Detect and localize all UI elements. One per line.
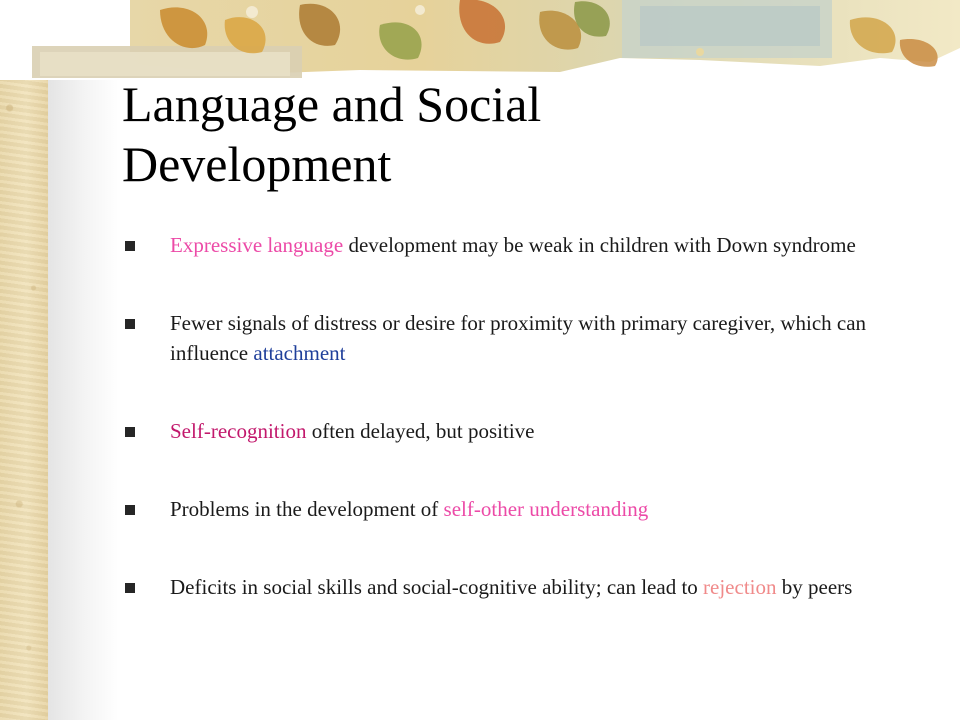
bullet-text: Problems in the development of xyxy=(170,497,444,521)
highlight-text: rejection xyxy=(703,575,777,599)
highlight-text: Expressive language xyxy=(170,233,344,257)
bullet-text: Deficits in social skills and social-cognitive ability; can lead to xyxy=(170,575,704,599)
shade-band xyxy=(48,0,118,720)
highlight-text: attachment xyxy=(253,341,346,365)
square-bullet-icon xyxy=(125,427,135,437)
square-bullet-icon xyxy=(125,241,135,251)
bullet-item xyxy=(122,416,882,446)
bullet-item xyxy=(122,572,882,602)
bullet-item xyxy=(122,230,882,260)
square-bullet-icon xyxy=(125,505,135,515)
parchment-strip xyxy=(0,0,48,720)
bullet-list xyxy=(122,230,882,650)
bullet-text: by peers xyxy=(776,575,853,599)
slide-title: Language and Social Development xyxy=(122,76,542,192)
square-bullet-icon xyxy=(125,319,135,329)
bullet-text: Fewer signals of distress or desire for proximity with primary caregiver, which can influence xyxy=(170,311,867,365)
bullet-item xyxy=(122,308,882,368)
square-bullet-icon xyxy=(125,583,135,593)
highlight-text: Self-recognition xyxy=(170,419,307,443)
bullet-text: often delayed, but positive xyxy=(306,419,535,443)
autumn-leaves-banner xyxy=(0,0,960,80)
bullet-item xyxy=(122,494,882,524)
highlight-text: self-other understanding xyxy=(443,497,649,521)
bullet-text: development may be weak in children with Down syndrome xyxy=(343,233,856,257)
